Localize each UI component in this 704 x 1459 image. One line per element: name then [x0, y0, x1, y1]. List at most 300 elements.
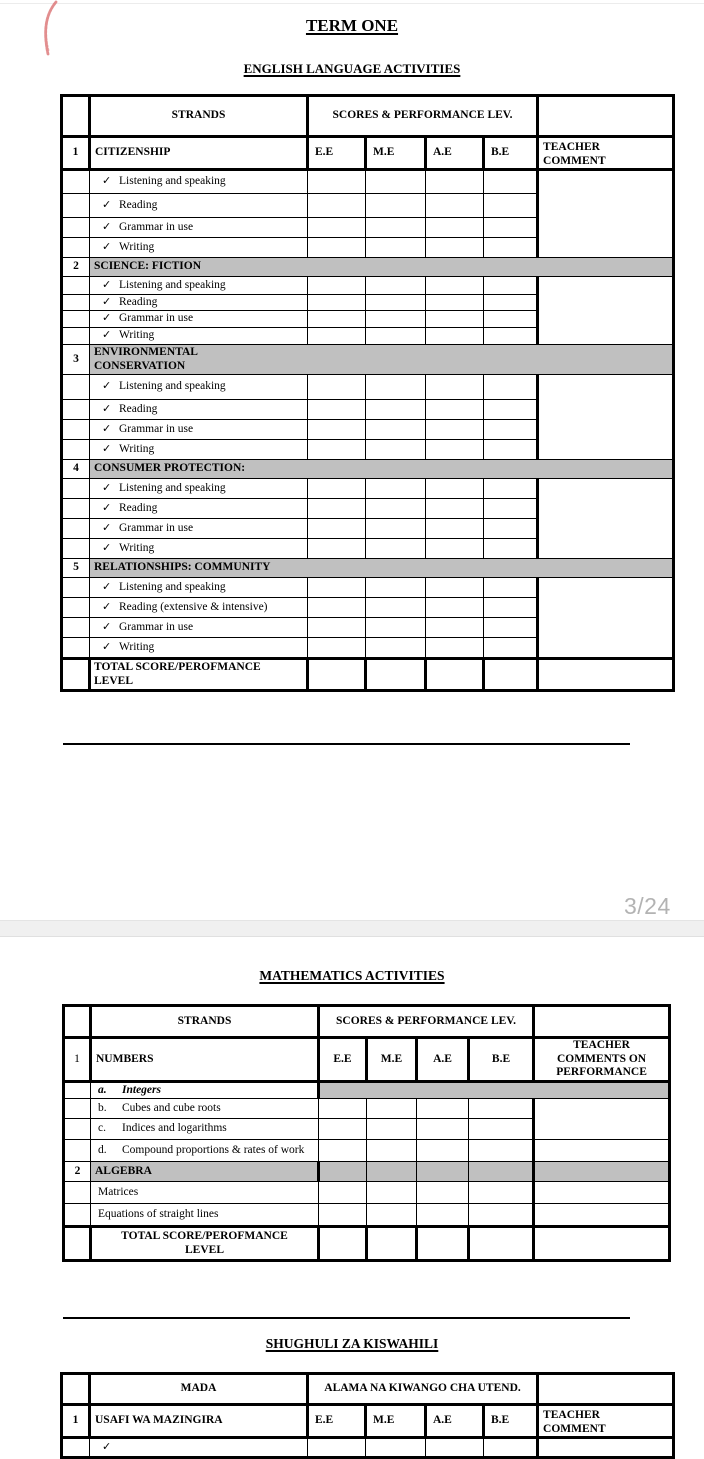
- score-cell: [484, 479, 538, 499]
- score-cell: [484, 499, 538, 519]
- row-number-cell: [64, 1140, 91, 1162]
- total-row: [62, 659, 674, 691]
- score-cell: [484, 1438, 538, 1458]
- score-cell: [426, 578, 484, 598]
- score-cell: [366, 519, 426, 539]
- teacher-comment-header-cell: TEACHER COMMENTS ON PERFORMANCE: [534, 1038, 670, 1082]
- score-cell: [426, 238, 484, 258]
- item-label: Grammar in use: [119, 220, 194, 233]
- score-level-cell: A.E: [417, 1038, 469, 1082]
- score-cell: [308, 311, 366, 328]
- checkmark-icon: ✓: [102, 600, 112, 613]
- checkmark-icon: ✓: [102, 329, 112, 342]
- score-cell: [366, 277, 426, 295]
- row-number-cell: [62, 539, 90, 559]
- score-level-cell: E.E: [308, 137, 366, 170]
- score-cell: [426, 638, 484, 659]
- score-level-cell: B.E: [469, 1038, 534, 1082]
- scores-header-cell: SCORES & PERFORMANCE LEV.: [319, 1006, 534, 1038]
- strand-title-cell: NUMBERS: [91, 1038, 319, 1082]
- checkmark-icon: ✓: [102, 402, 112, 415]
- row-number-cell: [62, 519, 90, 539]
- score-cell: [484, 440, 538, 460]
- score-cell: [417, 1204, 469, 1227]
- checkmark-icon: ✓: [102, 220, 112, 233]
- score-cell: [484, 519, 538, 539]
- checkmark-icon: ✓: [102, 481, 112, 494]
- row-number-cell: [62, 1438, 90, 1458]
- score-cell: [484, 238, 538, 258]
- corner-cell: [62, 96, 90, 137]
- strand-item-row: [62, 375, 674, 400]
- checkmark-icon: ✓: [102, 580, 112, 593]
- teacher-comment-cell: [534, 1204, 670, 1227]
- score-cell: [308, 598, 366, 618]
- score-cell: [426, 277, 484, 295]
- item-label: Integers: [122, 1083, 161, 1096]
- checkmark-icon: ✓: [102, 640, 112, 653]
- score-cell: [366, 420, 426, 440]
- item-label: Writing: [119, 329, 155, 342]
- item-label: Listening and speaking: [119, 580, 226, 593]
- row-number-cell: [62, 238, 90, 258]
- english-activities-title: ENGLISH LANGUAGE ACTIVITIES: [243, 61, 461, 76]
- score-cell: [308, 295, 366, 311]
- strand-title-row: [62, 137, 674, 170]
- item-cell: [90, 618, 308, 638]
- score-cell: [469, 1119, 534, 1140]
- gray-fill-cell: [417, 1162, 469, 1182]
- score-cell: [426, 328, 484, 345]
- item-cell: [91, 1082, 319, 1099]
- score-cell: [366, 1438, 426, 1458]
- checkmark-icon: ✓: [102, 501, 112, 514]
- score-cell: [308, 170, 366, 194]
- score-cell: [366, 311, 426, 328]
- score-cell: [484, 618, 538, 638]
- strand-number-cell: 2: [64, 1162, 91, 1182]
- score-cell: [469, 1182, 534, 1204]
- strands-header-cell: STRANDS: [90, 96, 308, 137]
- score-cell: [367, 1227, 417, 1261]
- row-number-cell: [62, 194, 90, 218]
- item-label: Reading: [119, 295, 158, 308]
- checkmark-icon: ✓: [102, 278, 112, 291]
- sub-strand-row: [64, 1182, 670, 1204]
- section-band-cell: RELATIONSHIPS: COMMUNITY: [90, 559, 674, 578]
- comment-header-spacer-cell: [534, 1006, 670, 1038]
- score-cell: [366, 238, 426, 258]
- score-cell: [426, 400, 484, 420]
- score-cell: [417, 1227, 469, 1261]
- corner-cell: [64, 1006, 91, 1038]
- score-cell: [484, 659, 538, 691]
- checkmark-icon: ✓: [102, 541, 112, 554]
- gray-fill-cell: [319, 1082, 670, 1099]
- score-cell: [308, 375, 366, 400]
- strand-number-cell: 1: [62, 1405, 90, 1438]
- page-separator-band: [0, 920, 704, 937]
- checkmark-icon: ✓: [102, 380, 112, 393]
- score-cell: [417, 1182, 469, 1204]
- item-cell: [90, 440, 308, 460]
- section-band-cell: ALGEBRA: [91, 1162, 319, 1182]
- mathematics-activities-table: [62, 1004, 671, 1262]
- row-number-cell: [64, 1099, 91, 1119]
- row-number-cell: [62, 479, 90, 499]
- score-cell: [366, 375, 426, 400]
- score-cell: [366, 400, 426, 420]
- score-cell: [308, 194, 366, 218]
- comment-header-spacer-cell: [538, 96, 674, 137]
- score-cell: [308, 420, 366, 440]
- score-cell: [426, 618, 484, 638]
- row-number-cell: [64, 1204, 91, 1227]
- score-level-cell: M.E: [366, 1405, 426, 1438]
- row-number-cell: [62, 578, 90, 598]
- gray-fill-cell: [319, 1162, 367, 1182]
- row-number-cell: [62, 328, 90, 345]
- strand-number-cell: 1: [64, 1038, 91, 1082]
- score-cell: [484, 277, 538, 295]
- row-number-cell: [62, 440, 90, 460]
- kiswahili-activities-table: [60, 1372, 675, 1459]
- teacher-comment-cell: [538, 277, 674, 345]
- row-number-cell: [62, 170, 90, 194]
- item-cell: [90, 1438, 308, 1458]
- teacher-comment-cell: [538, 1438, 674, 1458]
- strand-item-row: [62, 1438, 674, 1458]
- strand-number-cell: 4: [62, 460, 90, 479]
- section-band-row: [62, 345, 674, 375]
- section-band-row: [64, 1162, 670, 1182]
- score-cell: [484, 638, 538, 659]
- item-label: Equations of straight lines: [98, 1207, 219, 1220]
- comment-header-spacer-cell: [538, 1374, 674, 1405]
- section-band-row: [62, 460, 674, 479]
- item-label: Writing: [119, 640, 155, 653]
- item-label: Grammar in use: [119, 422, 194, 435]
- gray-fill-cell: [534, 1162, 670, 1182]
- item-label: Reading: [119, 501, 158, 514]
- score-cell: [484, 194, 538, 218]
- teacher-comment-cell: [534, 1099, 670, 1140]
- item-cell: [90, 328, 308, 345]
- item-cell: [90, 499, 308, 519]
- score-cell: [426, 479, 484, 499]
- score-cell: [308, 499, 366, 519]
- row-number-cell: [64, 1182, 91, 1204]
- score-cell: [308, 618, 366, 638]
- strand-number-cell: 3: [62, 345, 90, 375]
- score-cell: [426, 170, 484, 194]
- score-cell: [417, 1099, 469, 1119]
- horizontal-rule: [63, 743, 630, 745]
- item-cell: [91, 1204, 319, 1227]
- score-cell: [426, 420, 484, 440]
- item-cell: [90, 194, 308, 218]
- strand-title-cell: USAFI WA MAZINGIRA: [90, 1405, 308, 1438]
- score-cell: [426, 598, 484, 618]
- sub-strand-row: [64, 1082, 670, 1099]
- score-cell: [308, 277, 366, 295]
- score-cell: [319, 1204, 367, 1227]
- score-cell: [366, 218, 426, 238]
- item-label: Grammar in use: [119, 620, 194, 633]
- item-label: Matrices: [98, 1185, 139, 1198]
- checkmark-icon: ✓: [102, 620, 112, 633]
- strand-item-row: [62, 277, 674, 295]
- score-cell: [469, 1227, 534, 1261]
- score-cell: [308, 519, 366, 539]
- kiswahili-activities-title: SHUGHULI ZA KISWAHILI: [265, 1336, 439, 1351]
- row-number-cell: [62, 638, 90, 659]
- teacher-comment-cell: [538, 578, 674, 659]
- score-cell: [484, 295, 538, 311]
- score-cell: [426, 218, 484, 238]
- horizontal-rule: [63, 1317, 630, 1319]
- score-cell: [308, 328, 366, 345]
- strand-item-row: [62, 170, 674, 194]
- score-cell: [426, 519, 484, 539]
- score-cell: [319, 1099, 367, 1119]
- score-cell: [366, 578, 426, 598]
- score-cell: [308, 1438, 366, 1458]
- item-label: Writing: [119, 240, 155, 253]
- teacher-comment-header-cell: TEACHER COMMENT: [538, 137, 674, 170]
- row-number-cell: [62, 218, 90, 238]
- item-label: Listening and speaking: [119, 481, 226, 494]
- score-cell: [366, 440, 426, 460]
- item-cell: [91, 1182, 319, 1204]
- item-cell: [91, 1119, 319, 1140]
- item-cell: [91, 1099, 319, 1119]
- score-cell: [426, 1438, 484, 1458]
- score-cell: [484, 170, 538, 194]
- score-cell: [367, 1204, 417, 1227]
- gray-fill-cell: [367, 1162, 417, 1182]
- score-cell: [319, 1227, 367, 1261]
- score-cell: [319, 1119, 367, 1140]
- score-cell: [484, 218, 538, 238]
- strands-header-cell: STRANDS: [91, 1006, 319, 1038]
- score-cell: [426, 375, 484, 400]
- strand-number-cell: 5: [62, 559, 90, 578]
- item-cell: [90, 578, 308, 598]
- strand-title-cell: CITIZENSHIP: [90, 137, 308, 170]
- checkmark-icon: ✓: [102, 442, 112, 455]
- item-cell: [90, 539, 308, 559]
- score-cell: [426, 311, 484, 328]
- row-number-cell: [62, 598, 90, 618]
- score-cell: [484, 578, 538, 598]
- score-cell: [426, 499, 484, 519]
- score-cell: [426, 295, 484, 311]
- score-cell: [484, 375, 538, 400]
- item-label: Reading (extensive & intensive): [119, 600, 268, 613]
- table-header-row: [62, 1374, 674, 1405]
- score-cell: [426, 440, 484, 460]
- score-level-cell: A.E: [426, 1405, 484, 1438]
- item-label: Reading: [119, 198, 158, 211]
- score-cell: [366, 659, 426, 691]
- item-label: Grammar in use: [119, 312, 194, 325]
- item-cell: [90, 218, 308, 238]
- table-header-row: [62, 96, 674, 137]
- score-cell: [417, 1140, 469, 1162]
- item-cell: [90, 170, 308, 194]
- row-number-cell: [62, 618, 90, 638]
- item-label: Reading: [119, 402, 158, 415]
- table-header-row: [64, 1006, 670, 1038]
- section-band-cell: CONSUMER PROTECTION:: [90, 460, 674, 479]
- total-label-cell: TOTAL SCORE/PEROFMANCE LEVEL: [91, 1227, 319, 1261]
- score-cell: [426, 659, 484, 691]
- corner-cell: [62, 1374, 90, 1405]
- score-level-cell: M.E: [367, 1038, 417, 1082]
- item-label: Writing: [119, 541, 155, 554]
- score-cell: [308, 659, 366, 691]
- row-number-cell: [62, 311, 90, 328]
- strand-item-row: [62, 578, 674, 598]
- checkmark-icon: ✓: [102, 422, 112, 435]
- score-cell: [469, 1140, 534, 1162]
- item-cell: [90, 519, 308, 539]
- item-label: Listening and speaking: [119, 278, 226, 291]
- score-cell: [484, 328, 538, 345]
- item-label: Listening and speaking: [119, 380, 226, 393]
- strand-number-cell: 1: [62, 137, 90, 170]
- row-number-cell: [62, 659, 90, 691]
- row-number-cell: [62, 420, 90, 440]
- scores-header-cell: ALAMA NA KIWANGO CHA UTEND.: [308, 1374, 538, 1405]
- item-cell: [90, 295, 308, 311]
- teacher-comment-header-cell: TEACHER COMMENT: [538, 1405, 674, 1438]
- item-cell: [90, 420, 308, 440]
- checkmark-icon: ✓: [102, 198, 112, 211]
- score-cell: [319, 1182, 367, 1204]
- total-row: [64, 1227, 670, 1261]
- section-band-cell: ENVIRONMENTAL CONSERVATION: [90, 345, 674, 375]
- score-level-cell: B.E: [484, 1405, 538, 1438]
- score-cell: [366, 194, 426, 218]
- score-cell: [367, 1182, 417, 1204]
- score-cell: [417, 1119, 469, 1140]
- checkmark-icon: ✓: [102, 1440, 112, 1453]
- score-cell: [366, 295, 426, 311]
- row-number-cell: [64, 1082, 91, 1099]
- score-cell: [366, 618, 426, 638]
- sub-strand-row: [64, 1204, 670, 1227]
- teacher-comment-cell: [538, 479, 674, 559]
- score-cell: [366, 539, 426, 559]
- score-cell: [366, 598, 426, 618]
- teacher-comment-cell: [534, 1182, 670, 1204]
- row-number-cell: [62, 400, 90, 420]
- score-level-cell: A.E: [426, 137, 484, 170]
- strands-header-cell: MADA: [90, 1374, 308, 1405]
- checkmark-icon: ✓: [102, 240, 112, 253]
- item-cell: [90, 311, 308, 328]
- item-label: Writing: [119, 442, 155, 455]
- score-cell: [367, 1119, 417, 1140]
- score-cell: [366, 479, 426, 499]
- score-cell: [319, 1140, 367, 1162]
- item-label: Cubes and cube roots: [122, 1101, 221, 1114]
- teacher-comment-cell: [534, 1140, 670, 1162]
- english-activities-table: [60, 94, 675, 692]
- score-cell: [366, 328, 426, 345]
- score-cell: [308, 479, 366, 499]
- score-cell: [469, 1204, 534, 1227]
- strand-item-row: [62, 479, 674, 499]
- checkmark-icon: ✓: [102, 175, 112, 188]
- scores-header-cell: SCORES & PERFORMANCE LEV.: [308, 96, 538, 137]
- sub-strand-row: [64, 1140, 670, 1162]
- item-prefix: b.: [98, 1101, 107, 1114]
- score-cell: [308, 218, 366, 238]
- item-label: Compound proportions & rates of work: [122, 1143, 305, 1156]
- row-number-cell: [62, 499, 90, 519]
- item-cell: [90, 479, 308, 499]
- score-cell: [484, 400, 538, 420]
- score-cell: [426, 194, 484, 218]
- page-2: [0, 937, 704, 1453]
- score-level-cell: M.E: [366, 137, 426, 170]
- teacher-comment-cell: [538, 659, 674, 691]
- score-cell: [484, 420, 538, 440]
- score-level-cell: E.E: [308, 1405, 366, 1438]
- score-cell: [308, 539, 366, 559]
- score-level-cell: E.E: [319, 1038, 367, 1082]
- teacher-comment-cell: [534, 1227, 670, 1261]
- mathematics-activities-title: MATHEMATICS ACTIVITIES: [259, 968, 445, 983]
- gray-fill-cell: [469, 1162, 534, 1182]
- item-prefix: a.: [98, 1083, 107, 1096]
- section-band-row: [62, 559, 674, 578]
- score-cell: [484, 598, 538, 618]
- item-prefix: c.: [98, 1122, 106, 1135]
- score-cell: [366, 638, 426, 659]
- item-cell: [90, 400, 308, 420]
- page-number-indicator: 3/24: [624, 893, 671, 919]
- row-number-cell: [62, 277, 90, 295]
- score-level-cell: B.E: [484, 137, 538, 170]
- row-number-cell: [64, 1119, 91, 1140]
- item-cell: [90, 238, 308, 258]
- score-cell: [367, 1140, 417, 1162]
- score-cell: [308, 400, 366, 420]
- teacher-comment-cell: [538, 375, 674, 460]
- strand-title-row: [64, 1038, 670, 1082]
- strand-number-cell: 2: [62, 258, 90, 277]
- section-band-row: [62, 258, 674, 277]
- teacher-comment-cell: [538, 170, 674, 258]
- score-cell: [308, 638, 366, 659]
- score-cell: [308, 238, 366, 258]
- row-number-cell: [62, 295, 90, 311]
- section-band-cell: SCIENCE: FICTION: [90, 258, 674, 277]
- strand-title-row: [62, 1405, 674, 1438]
- sub-strand-row: [64, 1099, 670, 1119]
- score-cell: [308, 578, 366, 598]
- score-cell: [308, 440, 366, 460]
- item-label: Indices and logarithms: [122, 1122, 227, 1135]
- row-number-cell: [64, 1227, 91, 1261]
- item-prefix: d.: [98, 1143, 107, 1156]
- score-cell: [484, 311, 538, 328]
- item-label: Grammar in use: [119, 521, 194, 534]
